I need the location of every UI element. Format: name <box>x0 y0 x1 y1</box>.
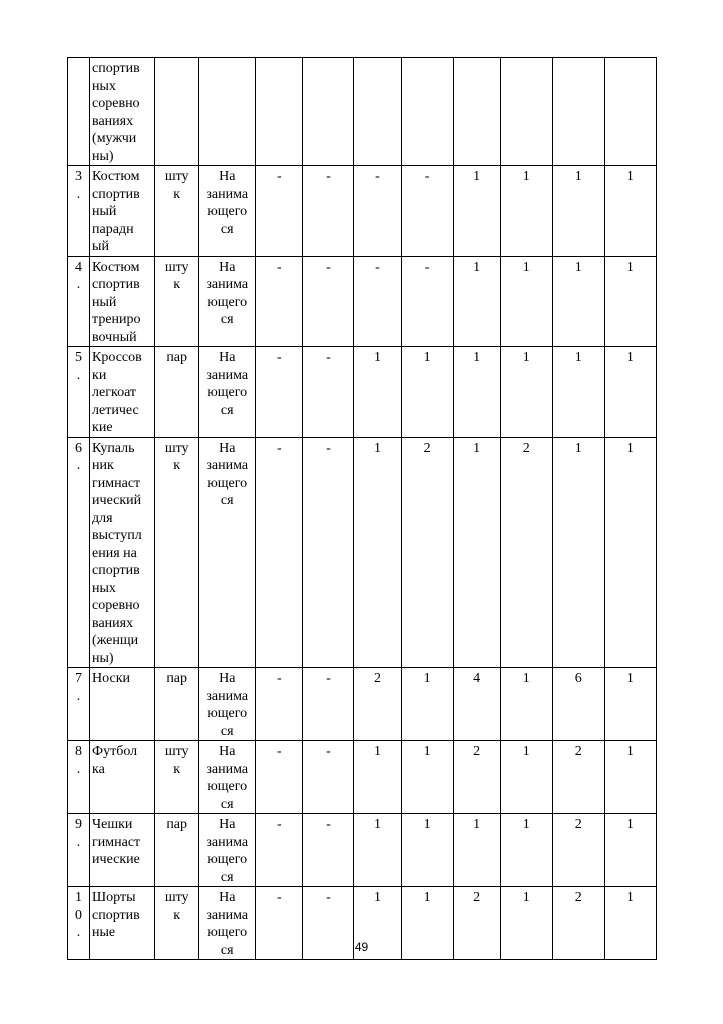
item-name-line: легкоат <box>92 385 137 400</box>
item-name-line: выступл <box>92 528 142 543</box>
value-cell: 1 <box>500 166 552 257</box>
allocation-line: На <box>219 817 236 832</box>
unit-of-measure <box>155 256 199 347</box>
unit-of-measure <box>155 741 199 814</box>
allocation-line: На <box>219 350 236 365</box>
row-number-line: 3 <box>75 169 83 184</box>
row-number-line: 8 <box>75 744 83 759</box>
allocation <box>199 668 256 741</box>
item-name-line: (мужчи <box>92 131 137 146</box>
value-cell: 1 <box>401 887 453 960</box>
allocation-line: На <box>219 259 236 275</box>
row-number-line: 5 <box>75 350 83 365</box>
allocation <box>199 437 256 668</box>
allocation-line: На <box>219 440 236 456</box>
unit-of-measure-line: шту <box>164 440 189 456</box>
allocation-line: ся <box>220 723 234 739</box>
allocation-line: ющего <box>207 779 248 794</box>
value-cell: 1 <box>552 437 604 668</box>
unit-of-measure-line: шту <box>164 259 189 275</box>
table-row <box>68 437 657 668</box>
item-name-line: ения на <box>92 545 137 561</box>
row-number <box>68 668 90 741</box>
value-cell: 1 <box>401 668 453 741</box>
row-number-line: 0 <box>75 907 83 923</box>
value-cell: 2 <box>552 741 604 814</box>
row-number <box>68 741 90 814</box>
item-name-line: Купаль <box>92 440 135 456</box>
item-name-line: ны) <box>92 148 114 164</box>
allocation-line: ся <box>220 402 234 418</box>
value-cell: - <box>256 668 303 741</box>
item-name-line: ваниях <box>92 113 134 129</box>
value-cell: 2 <box>401 437 453 668</box>
unit-of-measure-line: к <box>173 458 181 473</box>
value-cell: 1 <box>500 741 552 814</box>
allocation <box>199 256 256 347</box>
item-name <box>90 166 155 257</box>
table-body <box>68 58 657 960</box>
row-number-line: . <box>76 277 81 292</box>
allocation-line: ющего <box>207 925 248 940</box>
value-cell: 1 <box>500 256 552 347</box>
allocation <box>199 347 256 438</box>
value-cell: - <box>256 437 303 668</box>
item-name-line: Кроссов <box>92 350 142 365</box>
row-number <box>68 347 90 438</box>
value-cell: 1 <box>354 814 401 887</box>
item-name-line: спортив <box>92 907 140 923</box>
value-cell: 1 <box>604 814 656 887</box>
row-number-line: . <box>76 186 81 202</box>
item-name-line: гимнаст <box>92 834 141 850</box>
value-cell: - <box>401 166 453 257</box>
allocation-line: На <box>219 169 236 184</box>
value-cell: 1 <box>604 887 656 960</box>
value-cell: 1 <box>500 887 552 960</box>
value-cell: 1 <box>354 347 401 438</box>
allocation-line: ющего <box>207 706 248 721</box>
row-number <box>68 437 90 668</box>
row-number <box>68 814 90 887</box>
item-name-line: спортив <box>92 61 140 76</box>
allocation-line: занима <box>206 458 249 473</box>
value-cell: 2 <box>500 437 552 668</box>
equipment-table <box>67 57 657 960</box>
value-cell: 4 <box>453 668 500 741</box>
item-name-line: летичес <box>92 402 139 418</box>
value-cell: 1 <box>453 256 500 347</box>
allocation-line: занима <box>206 277 249 292</box>
item-name-line: кие <box>92 420 113 435</box>
table-row <box>68 256 657 347</box>
value-cell: 1 <box>500 347 552 438</box>
item-name-line: (женщи <box>92 633 139 648</box>
value-cell: - <box>303 166 354 257</box>
table-row <box>68 166 657 257</box>
unit-of-measure <box>155 437 199 668</box>
item-name-line: ваниях <box>92 615 134 631</box>
value-cell: 1 <box>604 668 656 741</box>
value-cell: 1 <box>453 437 500 668</box>
item-name <box>90 58 155 166</box>
item-name <box>90 347 155 438</box>
value-cell: 6 <box>552 668 604 741</box>
row-number-line: . <box>76 458 81 473</box>
value-cell: 2 <box>354 668 401 741</box>
value-cell: 1 <box>500 668 552 741</box>
allocation-line: ся <box>220 942 234 958</box>
item-name <box>90 814 155 887</box>
value-cell: - <box>256 347 303 438</box>
value-cell: - <box>354 256 401 347</box>
table-row <box>68 347 657 438</box>
value-cell: 2 <box>552 887 604 960</box>
value-cell: - <box>303 256 354 347</box>
value-cell: 1 <box>604 256 656 347</box>
value-cell <box>453 58 500 166</box>
row-number <box>68 58 90 166</box>
value-cell: 1 <box>354 437 401 668</box>
row-number-line: 6 <box>75 440 83 456</box>
allocation-line: ющего <box>207 852 248 867</box>
row-number-line: 7 <box>75 671 83 686</box>
item-name-line: Костюм <box>92 169 140 184</box>
value-cell <box>552 58 604 166</box>
value-cell: 1 <box>552 166 604 257</box>
allocation-line: На <box>219 671 236 686</box>
item-name-line: ический <box>92 493 142 508</box>
item-name-line: спортив <box>92 277 140 292</box>
value-cell: 1 <box>604 166 656 257</box>
allocation-line: На <box>219 744 236 759</box>
value-cell <box>500 58 552 166</box>
item-name-line: Костюм <box>92 259 140 275</box>
value-cell: - <box>256 166 303 257</box>
item-name-line: трениро <box>92 312 141 327</box>
table-row <box>68 668 657 741</box>
allocation-line: ющего <box>207 204 248 219</box>
value-cell: - <box>303 437 354 668</box>
page-number: 49 <box>354 940 369 954</box>
table-row <box>68 814 657 887</box>
value-cell: 1 <box>552 347 604 438</box>
item-name-line: ных <box>92 580 116 596</box>
value-cell: - <box>303 887 354 960</box>
allocation-line: ся <box>220 312 234 327</box>
value-cell: 1 <box>401 347 453 438</box>
value-cell: 1 <box>453 347 500 438</box>
value-cell: - <box>256 814 303 887</box>
unit-of-measure-line: пар <box>166 817 188 832</box>
allocation-line: занима <box>206 834 249 850</box>
row-number-line: . <box>76 761 81 777</box>
value-cell: - <box>256 887 303 960</box>
value-cell: - <box>303 347 354 438</box>
item-name <box>90 437 155 668</box>
value-cell <box>303 58 354 166</box>
value-cell: 1 <box>604 347 656 438</box>
item-name <box>90 256 155 347</box>
value-cell: 1 <box>453 166 500 257</box>
allocation-line: занима <box>206 761 249 777</box>
value-cell: 2 <box>453 741 500 814</box>
allocation <box>199 814 256 887</box>
unit-of-measure-line: пар <box>166 350 188 365</box>
unit-of-measure-line: шту <box>164 169 189 184</box>
allocation-line: ся <box>220 796 234 812</box>
item-name-line: гимнаст <box>92 475 141 491</box>
value-cell: 1 <box>453 814 500 887</box>
item-name-line: ный <box>92 204 117 219</box>
item-name-line: ных <box>92 78 116 94</box>
item-name-line: ные <box>92 925 116 940</box>
value-cell: 1 <box>401 741 453 814</box>
value-cell: - <box>401 256 453 347</box>
value-cell: - <box>303 668 354 741</box>
allocation-line: ся <box>220 221 234 237</box>
item-name-line: соревно <box>92 96 140 111</box>
item-name-line: ны) <box>92 650 114 666</box>
value-cell: - <box>354 166 401 257</box>
item-name-line: Футбол <box>92 744 138 759</box>
item-name-line: ник <box>92 458 114 473</box>
item-name-line: ические <box>92 852 140 867</box>
item-name-line: спортив <box>92 186 140 202</box>
value-cell: 1 <box>401 814 453 887</box>
unit-of-measure-line: к <box>173 761 181 777</box>
allocation-line: ся <box>220 869 234 885</box>
item-name-line: вочный <box>92 329 137 345</box>
table-row <box>68 741 657 814</box>
unit-of-measure-line: к <box>173 907 181 923</box>
row-number-line: . <box>76 925 81 940</box>
row-number-line: . <box>76 834 81 850</box>
unit-of-measure <box>155 814 199 887</box>
item-name-line: Шорты <box>92 890 136 905</box>
item-name-line: парадн <box>92 221 134 237</box>
row-number-line: 4 <box>75 259 83 275</box>
value-cell <box>604 58 656 166</box>
item-name-line: ки <box>92 367 107 383</box>
allocation <box>199 741 256 814</box>
item-name <box>90 668 155 741</box>
allocation-line: На <box>219 890 236 905</box>
item-name-line: Носки <box>92 671 130 686</box>
value-cell: 1 <box>354 741 401 814</box>
value-cell <box>401 58 453 166</box>
value-cell: - <box>303 814 354 887</box>
allocation-line: ющего <box>207 385 248 400</box>
item-name-line: ный <box>92 294 117 310</box>
allocation-line: ющего <box>207 294 248 310</box>
unit-of-measure-line: шту <box>164 744 189 759</box>
row-number-line: . <box>76 688 81 704</box>
unit-of-measure <box>155 166 199 257</box>
unit-of-measure <box>155 347 199 438</box>
value-cell: 1 <box>604 437 656 668</box>
value-cell <box>256 58 303 166</box>
allocation-line: занима <box>206 688 249 704</box>
item-name-line: для <box>92 510 113 526</box>
allocation-line: занима <box>206 907 249 923</box>
item-name-line: соревно <box>92 598 140 613</box>
value-cell: - <box>303 741 354 814</box>
allocation-line: занима <box>206 367 249 383</box>
item-name-line: ка <box>92 761 105 777</box>
allocation-line: ся <box>220 493 234 508</box>
value-cell: 1 <box>500 814 552 887</box>
unit-of-measure-line: пар <box>166 671 188 686</box>
unit-of-measure-line: к <box>173 186 181 202</box>
row-number <box>68 166 90 257</box>
value-cell: 2 <box>552 814 604 887</box>
unit-of-measure-line: шту <box>164 890 189 905</box>
item-name <box>90 741 155 814</box>
value-cell: - <box>256 256 303 347</box>
unit-of-measure-line: к <box>173 277 181 292</box>
allocation <box>199 166 256 257</box>
value-cell: 1 <box>604 741 656 814</box>
value-cell: 1 <box>552 256 604 347</box>
item-name-line: спортив <box>92 563 140 578</box>
row-number-line: . <box>76 367 81 383</box>
allocation <box>199 58 256 166</box>
unit-of-measure <box>155 668 199 741</box>
allocation-line: ющего <box>207 475 248 491</box>
value-cell: 2 <box>453 887 500 960</box>
table-row <box>68 58 657 166</box>
allocation-line: занима <box>206 186 249 202</box>
row-number-line: 9 <box>75 817 83 832</box>
row-number-line: 1 <box>75 890 83 905</box>
value-cell: - <box>256 741 303 814</box>
row-number <box>68 256 90 347</box>
unit-of-measure <box>155 58 199 166</box>
item-name-line: Чешки <box>92 817 133 832</box>
value-cell: 1 <box>354 887 401 960</box>
item-name-line: ый <box>92 239 109 254</box>
value-cell <box>354 58 401 166</box>
